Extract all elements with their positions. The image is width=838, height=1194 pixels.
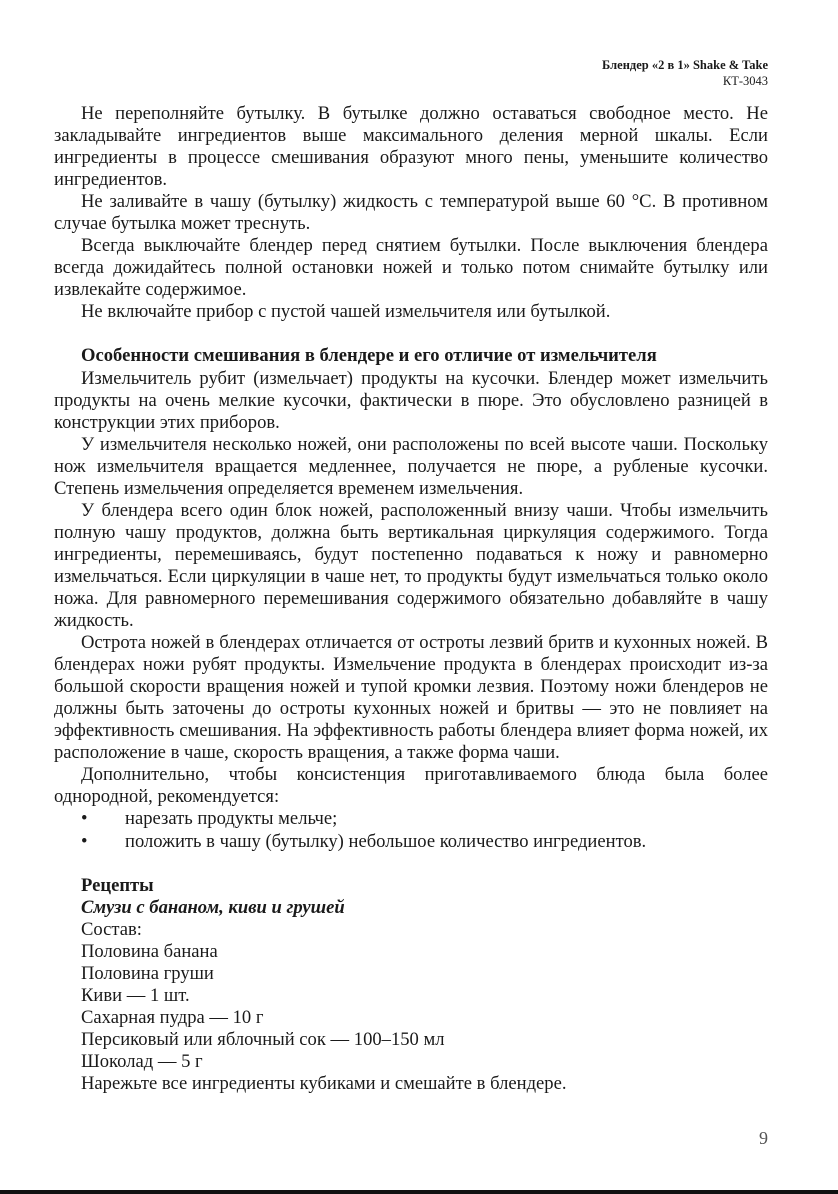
paragraph: Измельчитель рубит (измельчает) продукты на кусочки. Блендер может измельчить продукты на очень мелкие кусочки, фактически в пюре. Это обусловлено разницей в конструкции этих приборов. <box>54 367 768 433</box>
page-number: 9 <box>759 1128 768 1148</box>
ingredient-line: Сахарная пудра — 10 г <box>81 1006 264 1028</box>
ingredient-line: Половина груши <box>81 962 214 984</box>
list-item <box>54 831 768 853</box>
list-item-text: нарезать продукты мельче; <box>125 808 338 830</box>
running-header <box>602 57 768 89</box>
bottom-border <box>0 1190 838 1194</box>
ingredient-line: Шоколад — 5 г <box>81 1050 203 1072</box>
bullet-icon: • <box>81 830 88 852</box>
paragraph: Не включайте прибор с пустой чашей измельчителя или бутылкой. <box>81 301 611 323</box>
section-heading: Особенности смешивания в блендере и его отличие от измельчителя <box>81 345 657 367</box>
ingredient-line: Персиковый или яблочный сок — 100–150 мл <box>81 1028 445 1050</box>
ingredient-line: Киви — 1 шт. <box>81 984 190 1006</box>
paragraph: Не заливайте в чашу (бутылку) жидкость с температурой выше 60 °С. В противном случае бутылка может треснуть. <box>54 191 768 235</box>
header-model: КТ-3043 <box>722 74 768 88</box>
recipe-instruction: Нарежьте все ингредиенты кубиками и смешайте в блендере. <box>81 1072 567 1094</box>
recipe-title: Смузи с бананом, киви и грушей <box>81 896 345 918</box>
page-content <box>54 103 768 1095</box>
list-item-text: положить в чашу (бутылку) небольшое количество ингредиентов. <box>125 830 647 852</box>
paragraph: Дополнительно, чтобы консистенция приготавливаемого блюда была более однородной, рекомендуется: <box>54 764 768 808</box>
section-gap <box>54 853 768 875</box>
list-item <box>54 808 768 830</box>
composition-label: Состав: <box>81 918 142 940</box>
recommendation-list <box>54 808 768 852</box>
paragraph: У измельчителя несколько ножей, они расположены по всей высоте чаши. Поскольку нож измельчителя вращается медленнее, получается не пюре, а рубленые кусочки. Степень измельчения определяется временем измельчения. <box>54 433 768 499</box>
paragraph: Не переполняйте бутылку. В бутылке должно оставаться свободное место. Не закладывайте ингредиентов выше максимального деления мерной шкалы. Если ингредиенты в процессе смешивания образуют много пены, уменьшите количество ингредиентов. <box>54 103 768 191</box>
paragraph: Острота ножей в блендерах отличается от остроты лезвий бритв и кухонных ножей. В блендерах ножи рубят продукты. Измельчение продукта в блендерах происходит из-за большой скорости вращения ножей и тупой кромки лезвия. Поэтому ножи блендеров не должны быть заточены до остроты кухонных ножей и бритвы — это не повлияет на эффективность смешивания. На эффективность работы блендера влияет форма ножей, их расположение в чаше, скорость вращения, а также форма чаши. <box>54 632 768 764</box>
recipes-heading: Рецепты <box>81 874 154 896</box>
bullet-icon: • <box>81 808 88 830</box>
paragraph: Всегда выключайте блендер перед снятием бутылки. После выключения блендера всегда дожидайтесь полной остановки ножей и только потом снимайте бутылку или извлекайте содержимое. <box>54 235 768 301</box>
paragraph: У блендера всего один блок ножей, расположенный внизу чаши. Чтобы измельчить полную чашу продуктов, должна быть вертикальная циркуляция содержимого. Тогда ингредиенты, перемешиваясь, будут постепенно подаваться к ножу и равномерно измельчаться. Если циркуляции в чаше нет, то продукты будут измельчаться только около ножа. Для равномерного перемешивания содержимого обязательно добавляйте в чашу жидкость. <box>54 499 768 632</box>
ingredient-line: Половина банана <box>81 940 218 962</box>
header-title: Блендер «2 в 1» Shake & Take <box>602 58 768 72</box>
section-gap <box>54 323 768 345</box>
